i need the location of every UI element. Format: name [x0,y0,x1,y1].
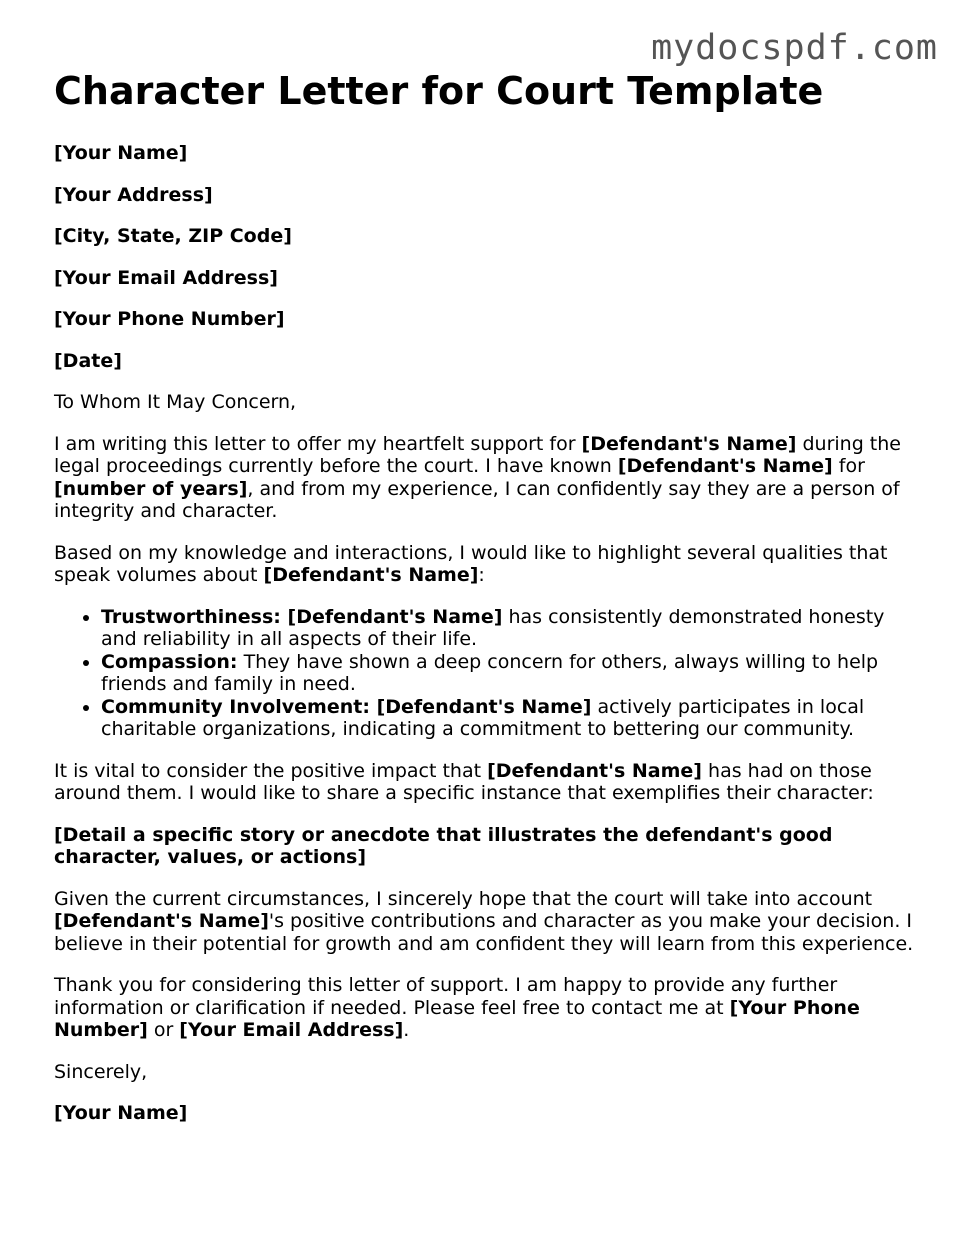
list-item: • Trustworthiness: [Defendant's Name] has consistently demonstrated honesty and reliability in all aspects of their life. [101,606,914,651]
number-of-years: [number of years] [54,477,248,500]
sender-name: [Your Name] [54,142,188,164]
contact-email: [Your Email Address] [179,1019,404,1041]
defendant-name: [Defendant's Name] [617,455,833,477]
sender-city-state-zip: [City, State, ZIP Code] [54,225,292,247]
page-title: Character Letter for Court Template [54,69,824,113]
defendant-name: [Defendant's Name] [54,910,269,932]
salutation: To Whom It May Concern, [54,391,297,413]
contact-phone: [Your Phone Number] [54,996,860,1041]
paragraph-conclusion: Given the current circumstances, I sincerely hope that the court will take into account [Defendant's Name]'s positive contributions and character as you make your decision. I believe in their potential for growth and am confident they will learn from this experience. [54,887,914,955]
signature: [Your Name] [54,1102,188,1124]
closing: Sincerely, [54,1060,148,1083]
paragraph-introduction: I am writing this letter to offer my heartfelt support for [Defendant's Name] during the legal proceedings currently before the court. I have known [Defendant's Name] for [number of years], and from my experience, I can confidently say they are a person of integrity and character. [54,432,901,522]
paragraph-thanks: Thank you for considering this letter of support. I am happy to provide any further information or clarification if needed. Please feel free to contact me at [Your Phone Number] or [Your Email Address]. [54,974,860,1041]
qualities-list [54,606,914,741]
list-item: • Community Involvement: [Defendant's Name] actively participates in local charitable organizations, indicating a commitment to bettering our community. [101,696,914,741]
sender-address: [Your Address] [54,183,213,206]
defendant-name: [Defendant's Name] [263,564,479,586]
sender-phone: [Your Phone Number] [54,308,285,330]
defendant-name: [Defendant's Name] [487,759,702,782]
paragraph-qualities-intro: Based on my knowledge and interactions, I would like to highlight several qualities that speak volumes about [Defendant's Name]: [54,541,888,586]
sender-email: [Your Email Address] [54,266,278,289]
list-item: • Compassion: They have shown a deep concern for others, always willing to help friends and family in need. [101,651,914,696]
defendant-name: [Defendant's Name] [581,432,797,455]
letter-date: [Date] [54,349,122,372]
watermark: mydocspdf.com [651,28,938,68]
story-placeholder: [Detail a specific story or anecdote that illustrates the defendant's good character, values, or actions] [54,823,833,868]
paragraph-impact: It is vital to consider the positive impact that [Defendant's Name] has had on those around them. I would like to share a specific instance that exemplifies their character: [54,759,874,804]
letter-document [54,66,914,1144]
